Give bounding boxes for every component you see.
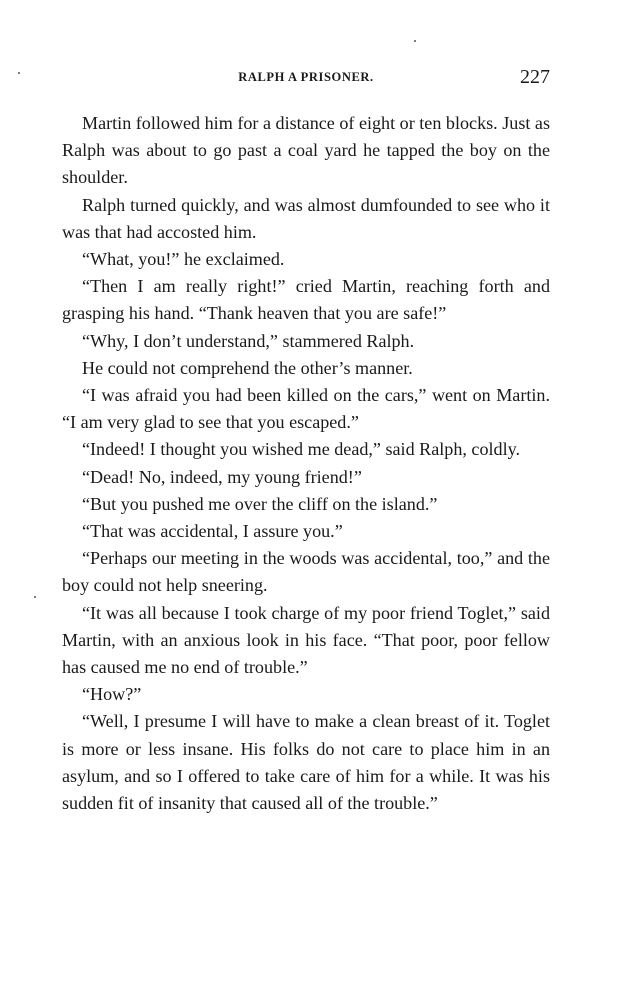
paragraph: He could not comprehend the other’s manner. <box>82 357 413 378</box>
paragraph: “Perhaps our meeting in the woods was accidental, too,” and the boy could not help sneering. <box>62 548 550 596</box>
running-head <box>62 66 550 92</box>
print-speck <box>18 72 20 74</box>
running-title: RALPH A PRISONER. <box>238 70 374 84</box>
paragraph: “It was all because I took charge of my poor friend Toglet,” said Martin, with an anxious look in his face. “That poor, poor fellow has caused me no end of trouble.” <box>62 602 550 678</box>
body-text <box>62 110 550 817</box>
paragraph: “Why, I don’t understand,” stammered Ralph. <box>82 330 415 351</box>
paragraph: “Well, I presume I will have to make a clean breast of it. Toglet is more or less insane. His folks do not care to place him in an asylum, and so I offered to take care of him for a while. It was his sudden fit of insanity that caused all of the trouble.” <box>62 711 550 814</box>
paragraph: “But you pushed me over the cliff on the island.” <box>82 493 438 514</box>
paragraph: “What, you!” he exclaimed. <box>82 249 285 270</box>
paragraph: “How?” <box>82 684 142 705</box>
paragraph: “That was accidental, I assure you.” <box>82 521 343 542</box>
paragraph: Martin followed him for a distance of eight or ten blocks. Just as Ralph was about to go past a coal yard he tapped the boy on the shoulder. <box>62 113 550 188</box>
paragraph: “Dead! No, indeed, my young friend!” <box>82 466 362 487</box>
paragraph: “I was afraid you had been killed on the cars,” went on Martin. “I am very glad to see that you escaped.” <box>62 385 550 433</box>
paragraph: Ralph turned quickly, and was almost dumfounded to see who it was that had accosted him. <box>62 194 550 242</box>
paragraph: “Then I am really right!” cried Martin, reaching forth and grasping his hand. “Thank heaven that you are safe!” <box>62 276 550 324</box>
paragraph: “Indeed! I thought you wished me dead,” said Ralph, coldly. <box>82 439 520 460</box>
print-speck <box>414 40 416 42</box>
print-speck <box>34 596 36 598</box>
page-number: 227 <box>520 66 550 88</box>
